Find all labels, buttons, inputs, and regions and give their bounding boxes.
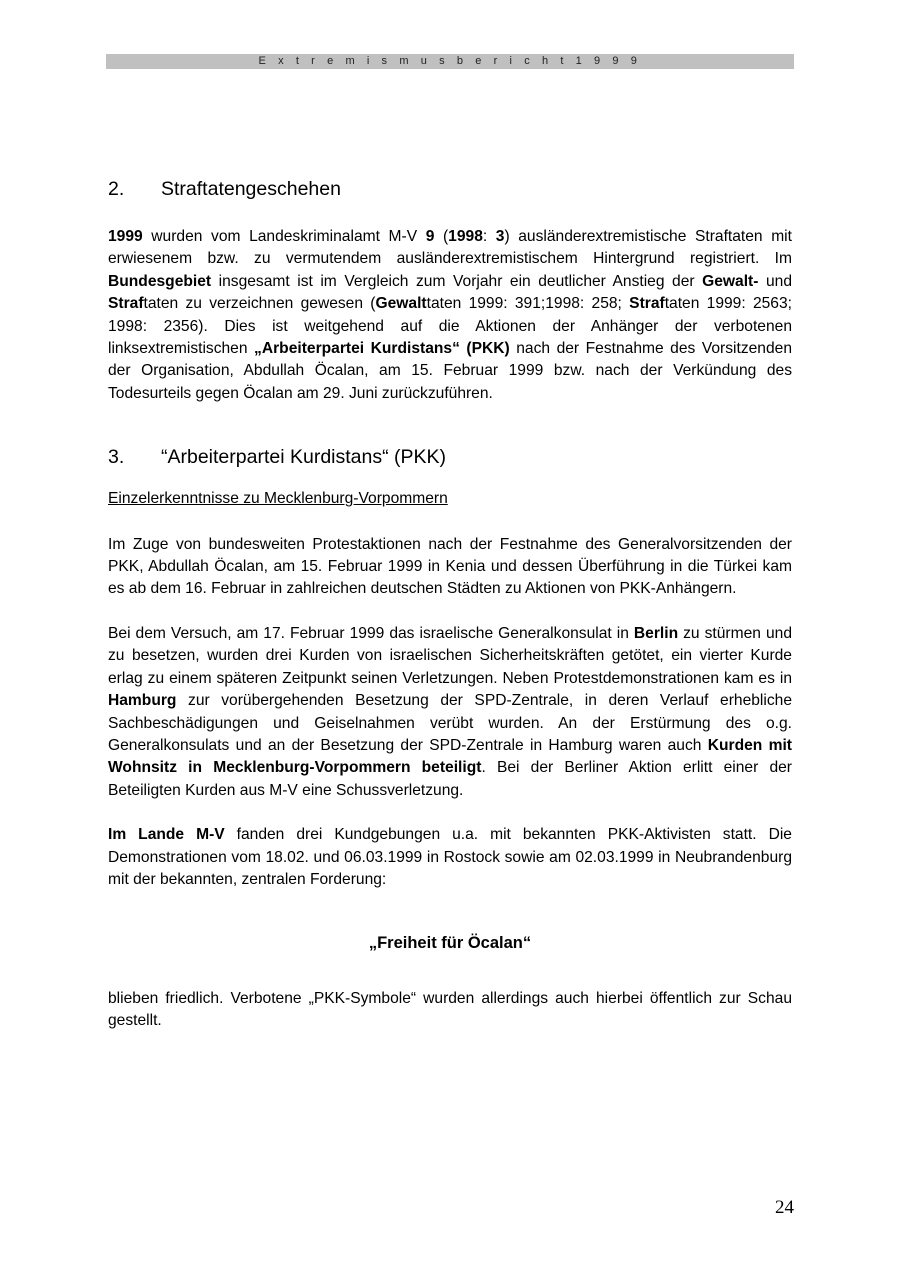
- page-content: [108, 177, 792, 1033]
- section-3-paragraph-1: Im Zuge von bundesweiten Protestaktionen nach der Festnahme des Generalvorsitzenden der PKK, Abdullah Öcalan, am 15. Februar 1999 in Kenia und dessen Überführung in die Türkei kam es ab dem 16. Februar in zahlreichen deutschen Städten zu Aktionen von PKK-Anhängern.: [108, 535, 792, 598]
- section-3-number: 3.: [108, 446, 125, 469]
- section-2-heading: [108, 177, 792, 201]
- section-3-heading: [108, 445, 792, 469]
- running-header-title: E x t r e m i s m u s b e r i c h t 1 9 9 9: [258, 55, 642, 67]
- section-3-subheading: Einzelerkenntnisse zu Mecklenburg-Vorpommern: [108, 490, 448, 508]
- section-3-paragraph-2: Bei dem Versuch, am 17. Februar 1999 das israelische Generalkonsulat in Berlin zu stürmen und zu besetzen, wurden drei Kurden von israelischen Sicherheitskräften getötet, ein vierter Kurde erlag zu einem späteren Zeitpunkt seinen Verletzungen. Neben Protestdemonstrationen kam es in Hamburg zur vorübergehenden Besetzung der SPD-Zentrale, in deren Verlauf erhebliche Sachbeschädigungen und Geiselnahmen verübt wurden. An der Erstürmung des o.g. Generalkonsulats und an der Besetzung der SPD-Zentrale in Hamburg waren auch Kurden mit Wohnsitz in Mecklenburg-Vorpommern beteiligt. Bei der Berliner Aktion erlitt einer der Beteiligten Kurden aus M-V eine Schussverletzung.: [108, 624, 793, 799]
- section-3-paragraph-4: blieben friedlich. Verbotene „PKK-Symbole“ wurden allerdings auch hierbei öffentlich zur Schau gestellt.: [108, 989, 792, 1030]
- section-3-title: “Arbeiterpartei Kurdistans“ (PKK): [161, 446, 447, 469]
- section-3-paragraph-3: Im Lande M-V fanden drei Kundgebungen u.a. mit bekannten PKK-Aktivisten statt. Die Demonstrationen vom 18.02. und 06.03.1999 in Rostock sowie am 02.03.1999 in Neubrandenburg mit der bekannten, zentralen Forderung:: [108, 826, 792, 888]
- running-header: [106, 54, 794, 69]
- slogan: „Freiheit für Öcalan“: [368, 934, 532, 953]
- page-number: 24: [775, 1197, 794, 1218]
- section-2-number: 2.: [108, 178, 125, 200]
- section-2-title: Straftatengeschehen: [161, 178, 341, 200]
- section-2-paragraph: 1999 wurden vom Landeskriminalamt M-V 9 (1998: 3) ausländerextremistische Straftaten mit erwiesenem bzw. zu vermutendem ausländerextremistischem Hintergrund registriert. Im Bundesgebiet insgesamt ist im Vergleich zum Vorjahr ein deutlicher Anstieg der Gewalt- und Straftaten zu verzeichnen gewesen (Gewalttaten 1999: 391;1998: 258; Straftaten 1999: 2563; 1998: 2356). Dies ist weitgehend auf die Aktionen der Anhänger der verbotenen linksextremistischen „Arbeiterpartei Kurdistans“ (PKK) nach der Festnahme des Vorsitzenden der Organisation, Abdullah Öcalan, am 15. Februar 1999 bzw. nach der Verkündung des Todesurteils gegen Öcalan am 29. Juni zurückzuführen.: [108, 228, 792, 402]
